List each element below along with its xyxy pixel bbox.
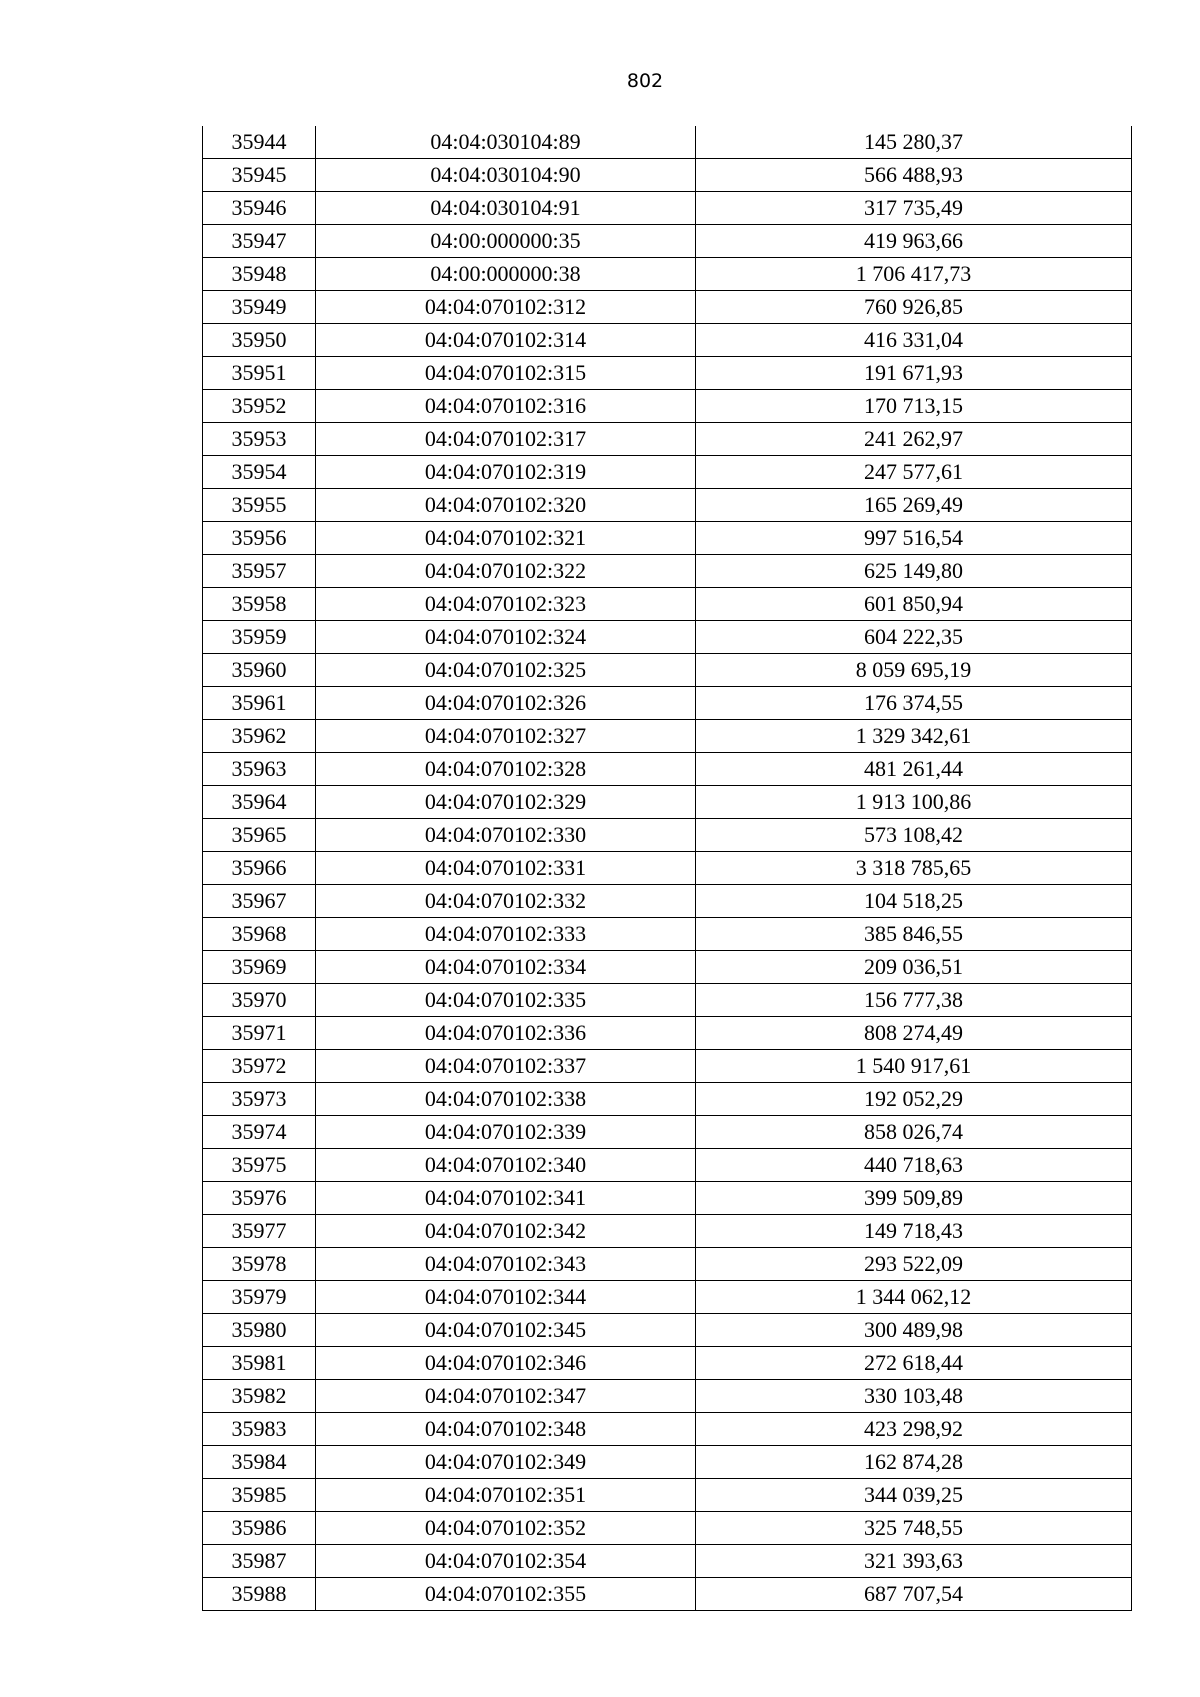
cadastral-number-cell: 04:04:070102:349 <box>316 1446 696 1479</box>
row-number-cell: 35959 <box>203 621 316 654</box>
row-number-cell: 35956 <box>203 522 316 555</box>
table-row <box>203 819 1132 852</box>
row-number-cell: 35981 <box>203 1347 316 1380</box>
row-number-cell: 35983 <box>203 1413 316 1446</box>
table-row <box>203 1314 1132 1347</box>
table-row <box>203 1512 1132 1545</box>
cadastral-value-cell: 317 735,49 <box>696 192 1132 225</box>
cadastral-value-cell: 209 036,51 <box>696 951 1132 984</box>
cadastral-value-cell: 8 059 695,19 <box>696 654 1132 687</box>
table-row <box>203 489 1132 522</box>
row-number-cell: 35958 <box>203 588 316 621</box>
row-number-cell: 35968 <box>203 918 316 951</box>
row-number-cell: 35946 <box>203 192 316 225</box>
row-number-cell: 35985 <box>203 1479 316 1512</box>
table-row <box>203 588 1132 621</box>
cadastral-value-cell: 247 577,61 <box>696 456 1132 489</box>
table-row <box>203 753 1132 786</box>
table-row <box>203 1017 1132 1050</box>
cadastral-number-cell: 04:04:070102:334 <box>316 951 696 984</box>
row-number-cell: 35967 <box>203 885 316 918</box>
row-number-cell: 35964 <box>203 786 316 819</box>
cadastral-value-cell: 1 344 062,12 <box>696 1281 1132 1314</box>
row-number-cell: 35965 <box>203 819 316 852</box>
cadastral-number-cell: 04:04:070102:322 <box>316 555 696 588</box>
row-number-cell: 35966 <box>203 852 316 885</box>
cadastral-value-cell: 625 149,80 <box>696 555 1132 588</box>
table-row <box>203 522 1132 555</box>
cadastral-number-cell: 04:04:070102:326 <box>316 687 696 720</box>
table-row <box>203 1149 1132 1182</box>
table-row <box>203 1380 1132 1413</box>
cadastral-number-cell: 04:04:070102:327 <box>316 720 696 753</box>
cadastral-number-cell: 04:04:070102:328 <box>316 753 696 786</box>
table-row <box>203 390 1132 423</box>
table-row <box>203 456 1132 489</box>
cadastral-number-cell: 04:04:070102:351 <box>316 1479 696 1512</box>
cadastral-value-cell: 176 374,55 <box>696 687 1132 720</box>
cadastral-value-cell: 162 874,28 <box>696 1446 1132 1479</box>
cadastral-value-cell: 1 913 100,86 <box>696 786 1132 819</box>
cadastral-value-table <box>202 126 1132 1611</box>
cadastral-value-cell: 1 540 917,61 <box>696 1050 1132 1083</box>
row-number-cell: 35953 <box>203 423 316 456</box>
cadastral-value-cell: 191 671,93 <box>696 357 1132 390</box>
cadastral-number-cell: 04:04:070102:333 <box>316 918 696 951</box>
cadastral-number-cell: 04:04:070102:324 <box>316 621 696 654</box>
cadastral-value-cell: 399 509,89 <box>696 1182 1132 1215</box>
cadastral-value-cell: 300 489,98 <box>696 1314 1132 1347</box>
row-number-cell: 35962 <box>203 720 316 753</box>
row-number-cell: 35944 <box>203 126 316 159</box>
cadastral-value-cell: 241 262,97 <box>696 423 1132 456</box>
cadastral-value-cell: 156 777,38 <box>696 984 1132 1017</box>
cadastral-number-cell: 04:04:070102:341 <box>316 1182 696 1215</box>
cadastral-number-cell: 04:04:070102:354 <box>316 1545 696 1578</box>
table-row <box>203 258 1132 291</box>
cadastral-number-cell: 04:04:070102:323 <box>316 588 696 621</box>
table-row <box>203 159 1132 192</box>
table-row <box>203 225 1132 258</box>
table-row <box>203 126 1132 159</box>
table-row <box>203 357 1132 390</box>
row-number-cell: 35957 <box>203 555 316 588</box>
cadastral-value-cell: 808 274,49 <box>696 1017 1132 1050</box>
row-number-cell: 35977 <box>203 1215 316 1248</box>
document-sheet <box>202 126 1132 1611</box>
cadastral-number-cell: 04:04:070102:343 <box>316 1248 696 1281</box>
row-number-cell: 35976 <box>203 1182 316 1215</box>
cadastral-value-cell: 419 963,66 <box>696 225 1132 258</box>
row-number-cell: 35969 <box>203 951 316 984</box>
row-number-cell: 35979 <box>203 1281 316 1314</box>
cadastral-value-cell: 325 748,55 <box>696 1512 1132 1545</box>
cadastral-number-cell: 04:04:070102:332 <box>316 885 696 918</box>
row-number-cell: 35980 <box>203 1314 316 1347</box>
row-number-cell: 35972 <box>203 1050 316 1083</box>
row-number-cell: 35951 <box>203 357 316 390</box>
cadastral-number-cell: 04:04:070102:325 <box>316 654 696 687</box>
row-number-cell: 35982 <box>203 1380 316 1413</box>
table-row <box>203 621 1132 654</box>
table-row <box>203 1182 1132 1215</box>
cadastral-number-cell: 04:00:000000:38 <box>316 258 696 291</box>
cadastral-value-cell: 416 331,04 <box>696 324 1132 357</box>
cadastral-number-cell: 04:04:070102:347 <box>316 1380 696 1413</box>
row-number-cell: 35970 <box>203 984 316 1017</box>
row-number-cell: 35963 <box>203 753 316 786</box>
cadastral-value-cell: 149 718,43 <box>696 1215 1132 1248</box>
table-row <box>203 885 1132 918</box>
row-number-cell: 35974 <box>203 1116 316 1149</box>
cadastral-number-cell: 04:04:070102:345 <box>316 1314 696 1347</box>
cadastral-value-cell: 481 261,44 <box>696 753 1132 786</box>
table-row <box>203 555 1132 588</box>
cadastral-number-cell: 04:04:070102:312 <box>316 291 696 324</box>
cadastral-value-cell: 601 850,94 <box>696 588 1132 621</box>
cadastral-number-cell: 04:04:070102:352 <box>316 1512 696 1545</box>
row-number-cell: 35961 <box>203 687 316 720</box>
cadastral-value-cell: 293 522,09 <box>696 1248 1132 1281</box>
row-number-cell: 35987 <box>203 1545 316 1578</box>
table-row <box>203 192 1132 225</box>
cadastral-number-cell: 04:04:070102:339 <box>316 1116 696 1149</box>
cadastral-value-cell: 566 488,93 <box>696 159 1132 192</box>
cadastral-number-cell: 04:04:070102:317 <box>316 423 696 456</box>
cadastral-number-cell: 04:04:070102:344 <box>316 1281 696 1314</box>
row-number-cell: 35947 <box>203 225 316 258</box>
row-number-cell: 35950 <box>203 324 316 357</box>
cadastral-value-cell: 604 222,35 <box>696 621 1132 654</box>
cadastral-number-cell: 04:04:070102:336 <box>316 1017 696 1050</box>
cadastral-value-cell: 170 713,15 <box>696 390 1132 423</box>
table-row <box>203 1281 1132 1314</box>
cadastral-number-cell: 04:04:030104:90 <box>316 159 696 192</box>
cadastral-value-cell: 573 108,42 <box>696 819 1132 852</box>
cadastral-value-cell: 330 103,48 <box>696 1380 1132 1413</box>
table-row <box>203 951 1132 984</box>
cadastral-number-cell: 04:04:070102:314 <box>316 324 696 357</box>
table-row <box>203 1116 1132 1149</box>
table-row <box>203 1446 1132 1479</box>
row-number-cell: 35975 <box>203 1149 316 1182</box>
row-number-cell: 35973 <box>203 1083 316 1116</box>
cadastral-number-cell: 04:04:070102:320 <box>316 489 696 522</box>
cadastral-number-cell: 04:04:070102:316 <box>316 390 696 423</box>
row-number-cell: 35960 <box>203 654 316 687</box>
table-row <box>203 1083 1132 1116</box>
table-row <box>203 852 1132 885</box>
cadastral-value-cell: 192 052,29 <box>696 1083 1132 1116</box>
row-number-cell: 35986 <box>203 1512 316 1545</box>
row-number-cell: 35948 <box>203 258 316 291</box>
cadastral-number-cell: 04:04:070102:331 <box>316 852 696 885</box>
row-number-cell: 35978 <box>203 1248 316 1281</box>
cadastral-value-cell: 165 269,49 <box>696 489 1132 522</box>
cadastral-value-cell: 858 026,74 <box>696 1116 1132 1149</box>
cadastral-number-cell: 04:04:070102:355 <box>316 1578 696 1611</box>
table-row <box>203 984 1132 1017</box>
cadastral-value-cell: 997 516,54 <box>696 522 1132 555</box>
cadastral-number-cell: 04:04:070102:321 <box>316 522 696 555</box>
table-row <box>203 720 1132 753</box>
cadastral-number-cell: 04:04:070102:346 <box>316 1347 696 1380</box>
cadastral-value-cell: 385 846,55 <box>696 918 1132 951</box>
table-row <box>203 1578 1132 1611</box>
table-row <box>203 1479 1132 1512</box>
row-number-cell: 35952 <box>203 390 316 423</box>
cadastral-value-cell: 145 280,37 <box>696 126 1132 159</box>
row-number-cell: 35971 <box>203 1017 316 1050</box>
row-number-cell: 35949 <box>203 291 316 324</box>
cadastral-number-cell: 04:04:070102:335 <box>316 984 696 1017</box>
cadastral-value-cell: 760 926,85 <box>696 291 1132 324</box>
table-row <box>203 1347 1132 1380</box>
row-number-cell: 35988 <box>203 1578 316 1611</box>
cadastral-value-cell: 687 707,54 <box>696 1578 1132 1611</box>
table-row <box>203 687 1132 720</box>
cadastral-number-cell: 04:04:030104:91 <box>316 192 696 225</box>
cadastral-number-cell: 04:00:000000:35 <box>316 225 696 258</box>
cadastral-value-cell: 1 706 417,73 <box>696 258 1132 291</box>
cadastral-number-cell: 04:04:070102:315 <box>316 357 696 390</box>
table-row <box>203 1545 1132 1578</box>
table-row <box>203 291 1132 324</box>
cadastral-number-cell: 04:04:070102:338 <box>316 1083 696 1116</box>
table-body <box>203 126 1132 1611</box>
cadastral-number-cell: 04:04:070102:319 <box>316 456 696 489</box>
cadastral-number-cell: 04:04:070102:329 <box>316 786 696 819</box>
page-number: 802 <box>626 70 664 92</box>
cadastral-number-cell: 04:04:030104:89 <box>316 126 696 159</box>
cadastral-number-cell: 04:04:070102:330 <box>316 819 696 852</box>
table-row <box>203 1050 1132 1083</box>
table-row <box>203 1248 1132 1281</box>
cadastral-value-cell: 104 518,25 <box>696 885 1132 918</box>
table-row <box>203 1215 1132 1248</box>
cadastral-value-cell: 1 329 342,61 <box>696 720 1132 753</box>
row-number-cell: 35954 <box>203 456 316 489</box>
table-row <box>203 423 1132 456</box>
cadastral-number-cell: 04:04:070102:348 <box>316 1413 696 1446</box>
table-row <box>203 786 1132 819</box>
cadastral-value-cell: 440 718,63 <box>696 1149 1132 1182</box>
row-number-cell: 35955 <box>203 489 316 522</box>
cadastral-value-cell: 321 393,63 <box>696 1545 1132 1578</box>
cadastral-number-cell: 04:04:070102:342 <box>316 1215 696 1248</box>
cadastral-number-cell: 04:04:070102:340 <box>316 1149 696 1182</box>
cadastral-number-cell: 04:04:070102:337 <box>316 1050 696 1083</box>
cadastral-value-cell: 423 298,92 <box>696 1413 1132 1446</box>
cadastral-value-cell: 344 039,25 <box>696 1479 1132 1512</box>
row-number-cell: 35945 <box>203 159 316 192</box>
table-row <box>203 324 1132 357</box>
cadastral-value-cell: 272 618,44 <box>696 1347 1132 1380</box>
table-row <box>203 1413 1132 1446</box>
cadastral-value-cell: 3 318 785,65 <box>696 852 1132 885</box>
row-number-cell: 35984 <box>203 1446 316 1479</box>
table-row <box>203 654 1132 687</box>
table-row <box>203 918 1132 951</box>
